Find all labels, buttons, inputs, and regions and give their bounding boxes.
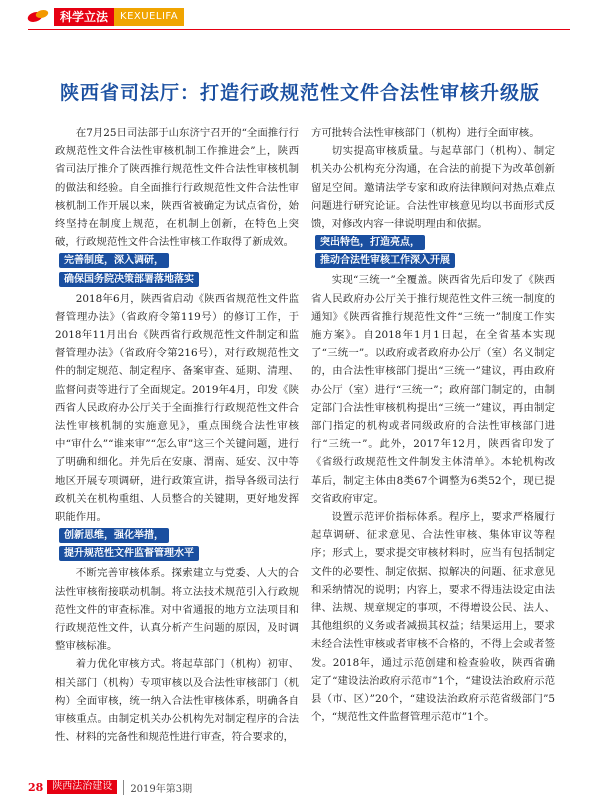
paragraph: 方可批转合法性审核部门（机构）进行全面审核。 xyxy=(311,127,540,139)
publication-name: 陕西法治建设 xyxy=(47,780,117,794)
paragraph: 实现“三统一”全覆盖。陕西省先后印发了《陕西省人民政府办公厅关于推行规范性文件三统一制度的通知》《陕西省推行规范性文件“三统一”制度工作实施方案》。自2018年1月1日起，在全省基本实现了“三统一”。以政府或者政府办公厅（室）名义制定的，由合法性审核部门提出“三统一”建议，再由政府办公厅（室）进行“三统一”；政府部门制定的，由制定部门合法性审核机构提出“三统一”建议，再由制定部门指定的机构或者同级政府的合法性审核部门进行“三统一”。此外，2017年12月，陕西省印发了《省级行政规范性文件制发主体清单》。本轮机构改革后，制定主体由8类67个调整为6类52个，现已提交省政府审定。 xyxy=(311,274,555,505)
paragraph: 设置示范评价指标体系。程序上，要求严格履行起草调研、征求意见、合法性审核、集体审议等程序；形式上，要求提交审核材料时，应当有包括制定文件的必要性、制定依据、拟解决的问题、征求意见和采纳情况的说明；内容上，要求不得违法设定由法律、法规、规章规定的事项，不得增设公民、法人、其他组织的义务或者减损其权益；结果运用上，要求未经合法性审核或者审核不合格的，不得上会或者签发。2018年，通过示范创建和检查验收，陕西省确定了“建设法治政府示范市”1个，“建设法治政府示范县（市、区）”20个，“建设法治政府示范省级部门”5个，“规范性文件监督管理示范市”1个。 xyxy=(311,511,555,724)
paragraph: 不断完善审核体系。探索建立与党委、人大的合法性审核衔接联动机制。将立法技术规范引入行政规范性文件的审查标准。对中省通报的地方立法项目和行政规范性文件，认真分析产生问题的原因，及时调整审核标准。 xyxy=(55,567,299,653)
header-divider xyxy=(28,29,570,30)
subheading-tag: 创新思维，强化举措， xyxy=(59,528,169,543)
page-number: 28 xyxy=(28,780,44,794)
right-column xyxy=(311,124,555,727)
paragraph: 切实提高审核质量。与起草部门（机构）、制定机关办公机构充分沟通，在合法的前提下为改革创新留足空间。邀请法学专家和政府法律顾问对热点难点问题进行研究论证。合法性审核意见均以书面形式反馈，对修改内容一律说明理由和依据。 xyxy=(311,145,555,231)
section-label-en: KEXUELIFA xyxy=(114,8,184,26)
section-label-cn: 科学立法 xyxy=(54,8,114,26)
subheading-tag: 确保国务院决策部署落地落实 xyxy=(59,272,199,287)
subheading-tag: 突出特色，打造亮点， xyxy=(315,235,425,250)
paragraph: 着力优化审核方式。将起草部门（机构）初审、相关部门（机构）专项审核以及合法性审核部门（机构）全面审核，统一纳入合法性审核体系，明确各自审核重点。由制定机关办公机构先对制定程序的合法性、材料的完备性和规范性进行审查，符合要求的， xyxy=(55,658,299,744)
page-footer xyxy=(28,780,192,794)
issue-label: 2019年第3期 xyxy=(123,780,192,795)
article-title: 陕西省司法厅：打造行政规范性文件合法性审核升级版 xyxy=(59,82,540,104)
section-header xyxy=(28,8,184,26)
swoosh-logo-icon xyxy=(28,9,50,25)
left-column xyxy=(55,124,299,747)
paragraph: 2018年6月，陕西省启动《陕西省规范性文件监督管理办法》（省政府令第119号）的修订工作，于2018年11月出台《陕西省行政规范性文件制定和监督管理办法》（省政府令第216号），对行政规范性文件的制定规范、制定程序、备案审查、延期、清理、监督问责等进行了全面规定。2019年4月，印发《陕西省人民政府办公厅关于全面推行行政规范性文件合法性审核机制的实施意见》，重点围绕合法性审核中“审什么”“谁来审”“怎么审”这三个关键问题，进行了明确和细化。并先后在安康、渭南、延安、汉中等地区开展专项调研，进行政策宣讲，指导各级司法行政机关在机构重组、人员整合的关键期，更好地发挥职能作用。 xyxy=(55,292,299,524)
subheading-tag: 提升规范性文件监督管理水平 xyxy=(59,546,199,561)
subheading-tag: 完善制度，深入调研， xyxy=(59,253,169,268)
paragraph: 在7月25日司法部于山东济宁召开的“全面推行行政规范性文件合法性审核机制工作推进会”上，陕西省司法厅推介了陕西推行规范性文件合法性审核机制的做法和经验。自全面推行行政规范性文件合法性审核机制工作开展以来，陕西省被确定为试点省份，始终坚持在制度上规范，在机制上创新，在特色上突破，行政规范性文件合法性审核工作取得了新成效。 xyxy=(55,127,299,249)
subheading-tag: 推动合法性审核工作深入开展 xyxy=(315,253,455,268)
